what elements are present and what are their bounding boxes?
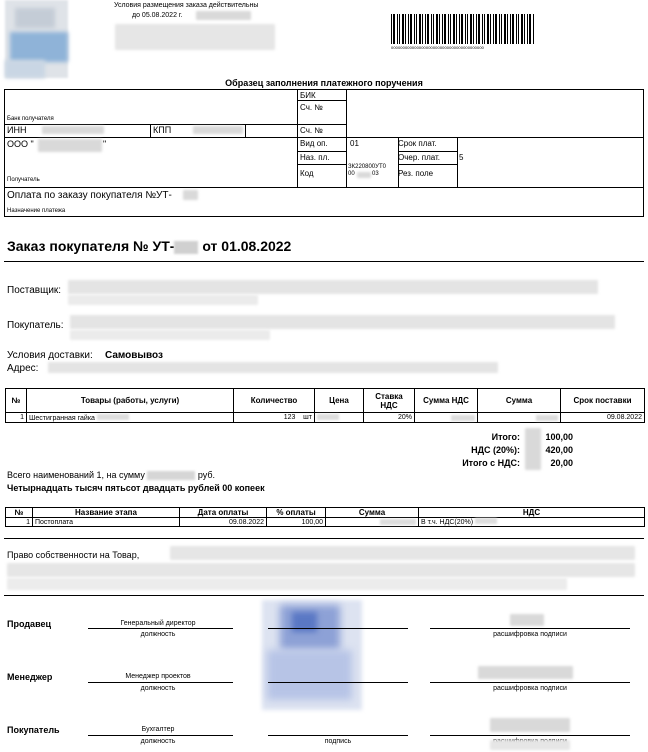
barcode-bar (442, 14, 443, 44)
summary-count-prefix: Всего наименований 1, на сумму (7, 470, 145, 480)
org-suffix: " (103, 139, 107, 149)
items-header-no: № (6, 389, 27, 413)
stages-header-no: № (6, 508, 33, 518)
barcode-bar (405, 14, 406, 44)
stages-header-percent: % оплаты (267, 508, 326, 518)
stages-header-vat: НДС (419, 508, 645, 518)
barcode-bar (499, 14, 500, 44)
barcode-bar (422, 14, 423, 44)
recipient-label: Получатель (7, 177, 40, 183)
inn-label: ИНН (7, 125, 27, 135)
srok-plat-label: Срок плат. (398, 139, 437, 148)
kod-value-3: 03 (372, 171, 379, 177)
barcode-bar (427, 14, 429, 44)
barcode-bar (487, 14, 489, 44)
barcode-bar (436, 14, 438, 44)
barcode-bar (476, 14, 477, 44)
ocher-plat-label: Очер. плат. (398, 153, 441, 162)
barcode-bar (419, 14, 421, 44)
kod-value-2: 00 (348, 171, 355, 177)
items-table (5, 388, 645, 423)
amount-in-words: Четырнадцать тысяч пятьсот двадцать рублей 00 копеек (7, 483, 265, 493)
order-title-prefix: Заказ покупателя № УТ- (7, 238, 175, 254)
order-title (7, 238, 291, 254)
total-label: Итого: (491, 432, 520, 442)
manager-position: Менеджер проектов (125, 673, 191, 680)
barcode-bar (527, 14, 528, 44)
items-header-vat: Сумма НДС (415, 389, 478, 413)
barcode-bar (478, 14, 480, 44)
barcode-bar (467, 14, 468, 44)
manager-position-caption: должность (140, 685, 176, 692)
stamp-signature (262, 600, 362, 710)
barcode (391, 14, 537, 44)
barcode-bar (495, 14, 497, 44)
barcode-bar (501, 14, 502, 44)
barcode-bar (391, 14, 392, 44)
naz-pl-label: Наз. пл. (300, 153, 330, 162)
summary-count (7, 470, 215, 480)
rez-pole-label: Рез. поле (398, 169, 434, 178)
barcode-bar (448, 14, 449, 44)
buyer-position: Бухгалтер (141, 726, 175, 733)
kpp-label: КПП (153, 125, 172, 135)
barcode-bar (504, 14, 506, 44)
sch-no-label-2: Сч. № (300, 126, 323, 135)
stage-no: 1 (6, 518, 33, 527)
delivery-value: Самовывоз (105, 350, 163, 361)
items-header-date: Срок поставки (561, 389, 645, 413)
barcode-bar (465, 14, 466, 44)
barcode-bar (524, 14, 525, 44)
barcode-bar (456, 14, 457, 44)
barcode-bar (416, 14, 417, 44)
barcode-bar (450, 14, 451, 44)
barcode-bar (482, 14, 483, 44)
barcode-bar (402, 14, 404, 44)
payment-order-title: Образец заполнения платежного поручения (225, 78, 423, 88)
barcode-bar (484, 14, 485, 44)
item-rate: 20% (364, 413, 415, 423)
stage-vat: В т.ч. НДС(20%) (421, 519, 474, 526)
seller-label: Продавец (7, 619, 52, 629)
items-header-sum: Сумма (478, 389, 561, 413)
manager-label: Менеджер (7, 672, 53, 682)
barcode-bar (533, 14, 534, 44)
barcode-bar (473, 14, 474, 44)
barcode-bar (410, 14, 412, 44)
barcode-bar (507, 14, 508, 44)
table-row (6, 413, 645, 423)
stages-header-date: Дата оплаты (180, 508, 267, 518)
barcode-bar (493, 14, 494, 44)
payment-purpose: Оплата по заказу покупателя №УТ- (7, 190, 172, 201)
barcode-bar (444, 14, 446, 44)
barcode-bar (521, 14, 523, 44)
address-label: Адрес: (7, 363, 39, 374)
seller-position-caption: должность (140, 631, 176, 638)
barcode-bar (439, 14, 440, 44)
table-row (6, 518, 645, 527)
vid-op-label: Вид оп. (300, 139, 328, 148)
barcode-digits: 0000000000000000000000000000000000000000 (391, 45, 484, 50)
barcode-bar (453, 14, 455, 44)
barcode-bar (431, 14, 432, 44)
validity-line2: до 05.08.2022 г. (132, 12, 183, 19)
vat-label: НДС (20%): (471, 445, 520, 455)
stage-name: Постоплата (33, 518, 180, 527)
org-prefix: ООО " (7, 139, 34, 149)
seller-position: Генеральный директор (120, 620, 196, 627)
barcode-bar (425, 14, 426, 44)
barcode-bar (490, 14, 491, 44)
buyer-sign-label: Покупатель (7, 725, 60, 735)
buyer-signature-caption: подпись (324, 738, 352, 745)
delivery-label: Условия доставки: (7, 350, 93, 361)
barcode-bar (516, 14, 517, 44)
seller-decode-caption: расшифровка подписи (493, 631, 567, 638)
stage-date: 09.08.2022 (180, 518, 267, 527)
item-name: Шестигранная гайка (29, 414, 95, 422)
ownership-text: Право собственности на Товар, (7, 550, 140, 560)
buyer-position-caption: должность (140, 738, 176, 745)
buyer-label: Покупатель: (7, 320, 64, 331)
total-value: 100,00 (545, 432, 573, 442)
barcode-bar (399, 14, 400, 44)
item-unit: шт (303, 414, 312, 421)
barcode-bar (529, 14, 531, 44)
vat-value: 420,00 (545, 445, 573, 455)
barcode-bar (461, 14, 463, 44)
barcode-bar (470, 14, 472, 44)
barcode-bar (408, 14, 409, 44)
barcode-bar (510, 14, 511, 44)
barcode-bar (397, 14, 398, 44)
manager-decode-caption: расшифровка подписи (493, 685, 567, 692)
stage-percent: 100,00 (267, 518, 326, 527)
company-logo (5, 0, 68, 78)
barcode-bar (518, 14, 519, 44)
total-vat-value: 20,00 (550, 458, 573, 468)
items-header-rate: Ставка НДС (364, 389, 415, 413)
bank-label: Банк получателя (7, 116, 54, 122)
bik-label: БИК (300, 91, 316, 100)
sch-no-label: Сч. № (300, 103, 323, 112)
item-qty: 123 (283, 414, 296, 421)
stages-table (5, 507, 645, 527)
vid-op-value: 01 (350, 139, 359, 148)
barcode-bar (393, 14, 395, 44)
total-vat-label: Итого с НДС: (462, 458, 520, 468)
stages-header-sum: Сумма (326, 508, 419, 518)
purpose-label: Назначение платежа (7, 208, 66, 214)
barcode-bar (414, 14, 415, 44)
barcode-bar (512, 14, 514, 44)
summary-count-suffix: руб. (197, 470, 216, 480)
order-title-suffix: от 01.08.2022 (202, 238, 292, 254)
validity-line1: Условия размещения заказа действительны (114, 2, 259, 9)
item-no: 1 (6, 413, 27, 423)
stages-header-name: Название этапа (33, 508, 180, 518)
items-header-price: Цена (315, 389, 364, 413)
kod-label: Код (300, 169, 314, 178)
kod-value-1: ЗК220800УТ0 (348, 164, 386, 170)
barcode-icon (391, 14, 537, 44)
items-header-qty: Количество (234, 389, 315, 413)
items-header-name: Товары (работы, услуги) (27, 389, 234, 413)
supplier-label: Поставщик: (7, 285, 62, 296)
barcode-bar (459, 14, 460, 44)
barcode-bar (433, 14, 434, 44)
item-date: 09.08.2022 (561, 413, 645, 423)
ocher-plat-value: 5 (459, 153, 464, 162)
